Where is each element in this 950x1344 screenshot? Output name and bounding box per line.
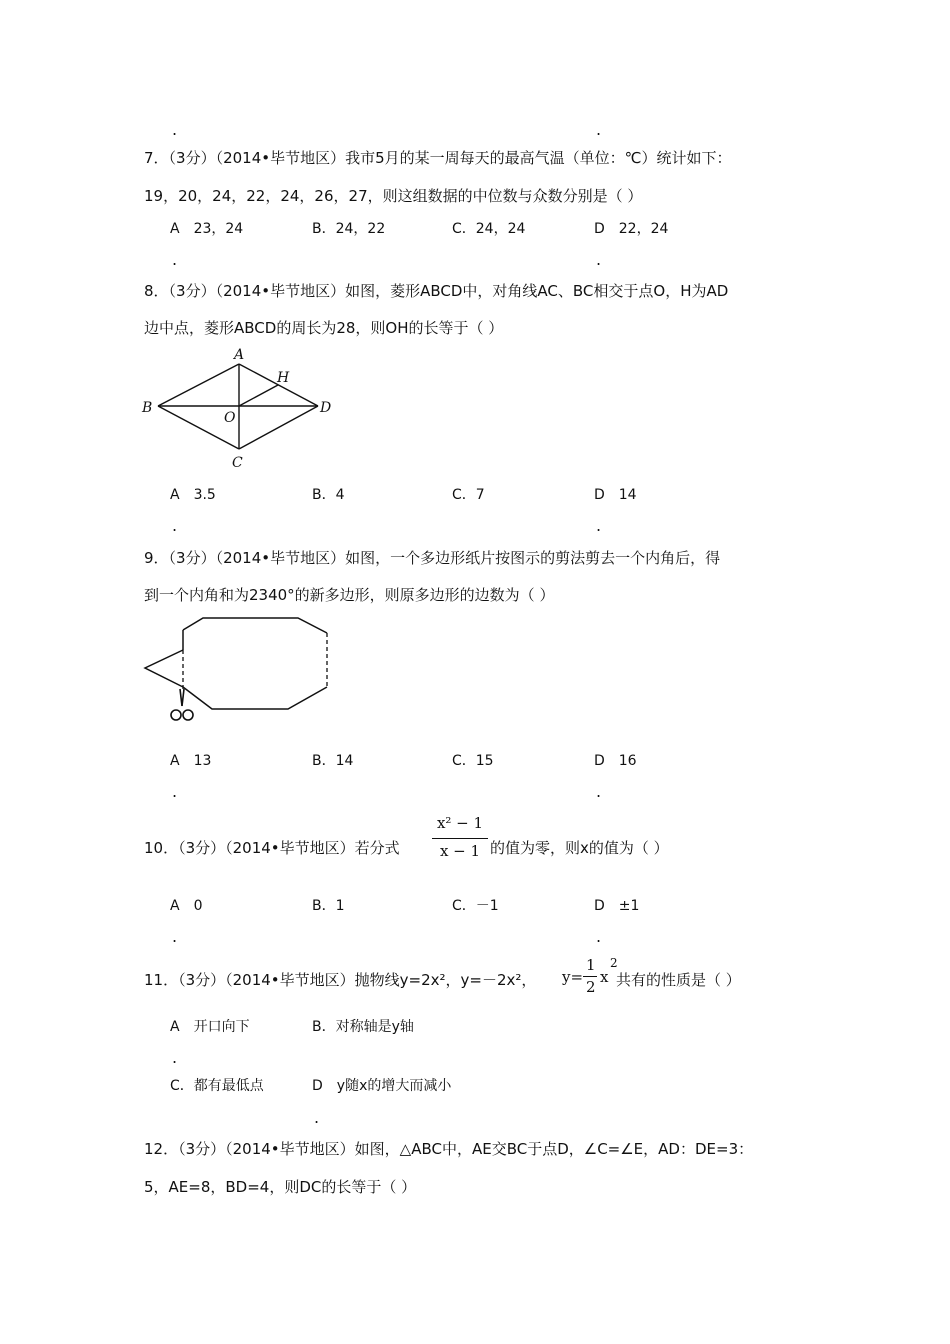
q10-option-a[interactable]: A 0 [170,898,203,914]
q8-line-1: 8．（3分）（2014•毕节地区）如图，菱形ABCD中，对角线AC、BC相交于点O，H为AD [144,282,729,300]
q10-numerator: x² − 1 [436,814,484,832]
q7-option-a[interactable]: A 23，24 [170,221,244,237]
q11-formula-exp: 2 [610,956,618,970]
q11-dot-a: . [172,1048,178,1067]
side-dc [239,406,318,449]
q11-formula-num: 1 [586,956,596,974]
q10-option-d[interactable]: D ±1 [594,898,640,914]
q7-line-1: 7．（3分）（2014•毕节地区）我市5月的某一周每天的最高气温（单位：℃）统计如下： [144,149,732,167]
q7-option-b[interactable]: B．24，22 [312,221,386,237]
label-h: H [277,370,290,386]
q11-suffix: 共有的性质是（ ） [616,971,741,989]
q9-option-d[interactable]: D 16 [594,753,637,769]
q8-option-b[interactable]: B．4 [312,487,345,503]
q7-option-c[interactable]: C．24，24 [452,221,526,237]
cut-corner [145,650,183,687]
q10-prefix: 10．（3分）（2014•毕节地区）若分式 [144,839,400,857]
q11-option-b[interactable]: B．对称轴是y轴 [312,1019,414,1035]
side-ba [158,364,239,406]
label-a: A [234,347,245,363]
q10-fraction [432,812,488,864]
q8-dot-left: . [172,516,178,535]
q12-line-2: 5，AE=8，BD=4，则DC的长等于（ ） [144,1178,417,1196]
q11-formula [562,954,622,1002]
q11-prefix: 11．（3分）（2014•毕节地区）抛物线y=2x²，y=－2x²， [144,971,537,989]
q10-dot-left: . [172,927,178,946]
polygon-bottom-edges [183,687,327,709]
top-dot-left: . [172,120,178,139]
q10-option-c[interactable]: C．－1 [452,898,499,914]
q10-denominator: x − 1 [439,842,481,860]
q9-dot-left: . [172,782,178,801]
q9-option-b[interactable]: B．14 [312,753,354,769]
q7-option-d[interactable]: D 22，24 [594,221,669,237]
q11-formula-den: 2 [586,978,596,996]
q11-formula-y: y= [562,968,584,986]
q9-dot-right: . [596,782,602,801]
label-o: O [224,410,236,426]
q11-dot-d: . [314,1108,320,1127]
q11-option-d[interactable]: D y随x的增大而减小 [312,1078,452,1094]
polygon-top-edges [183,618,327,633]
q9-option-c[interactable]: C．15 [452,753,494,769]
q8-option-d[interactable]: D 14 [594,487,637,503]
q8-option-a[interactable]: A 3.5 [170,487,216,503]
q9-line-1: 9．（3分）（2014•毕节地区）如图，一个多边形纸片按图示的剪法剪去一个内角后，得 [144,549,721,567]
label-c: C [232,455,243,467]
q10-dot-right: . [596,927,602,946]
q9-option-a[interactable]: A 13 [170,753,212,769]
q7-dot-left: . [172,250,178,269]
q11-option-c[interactable]: C．都有最低点 [170,1078,264,1094]
q12-line-1: 12．（3分）（2014•毕节地区）如图，△ABC中，AE交BC于点D，∠C=∠E，AD：DE=3： [144,1140,754,1158]
scissors-icon [171,689,193,720]
rhombus-figure [138,342,338,467]
q8-line-2: 边中点，菱形ABCD的周长为28，则OH的长等于（ ） [144,319,504,337]
q11-option-a[interactable]: A 开口向下 [170,1019,250,1035]
q11-formula-x: x [600,968,609,986]
q8-dot-right: . [596,516,602,535]
q10-suffix: 的值为零，则x的值为（ ） [490,839,669,857]
top-dot-right: . [596,120,602,139]
segment-oh [239,385,278,406]
label-b: B [142,400,153,416]
q8-option-c[interactable]: C．7 [452,487,485,503]
q7-dot-right: . [596,250,602,269]
q7-line-2: 19，20，24，22，24，26，27，则这组数据的中位数与众数分别是（ ） [144,187,643,205]
polygon-figure [140,610,335,728]
q9-line-2: 到一个内角和为2340°的新多边形，则原多边形的边数为（ ） [144,586,555,604]
q10-option-b[interactable]: B．1 [312,898,345,914]
label-d: D [320,400,332,416]
